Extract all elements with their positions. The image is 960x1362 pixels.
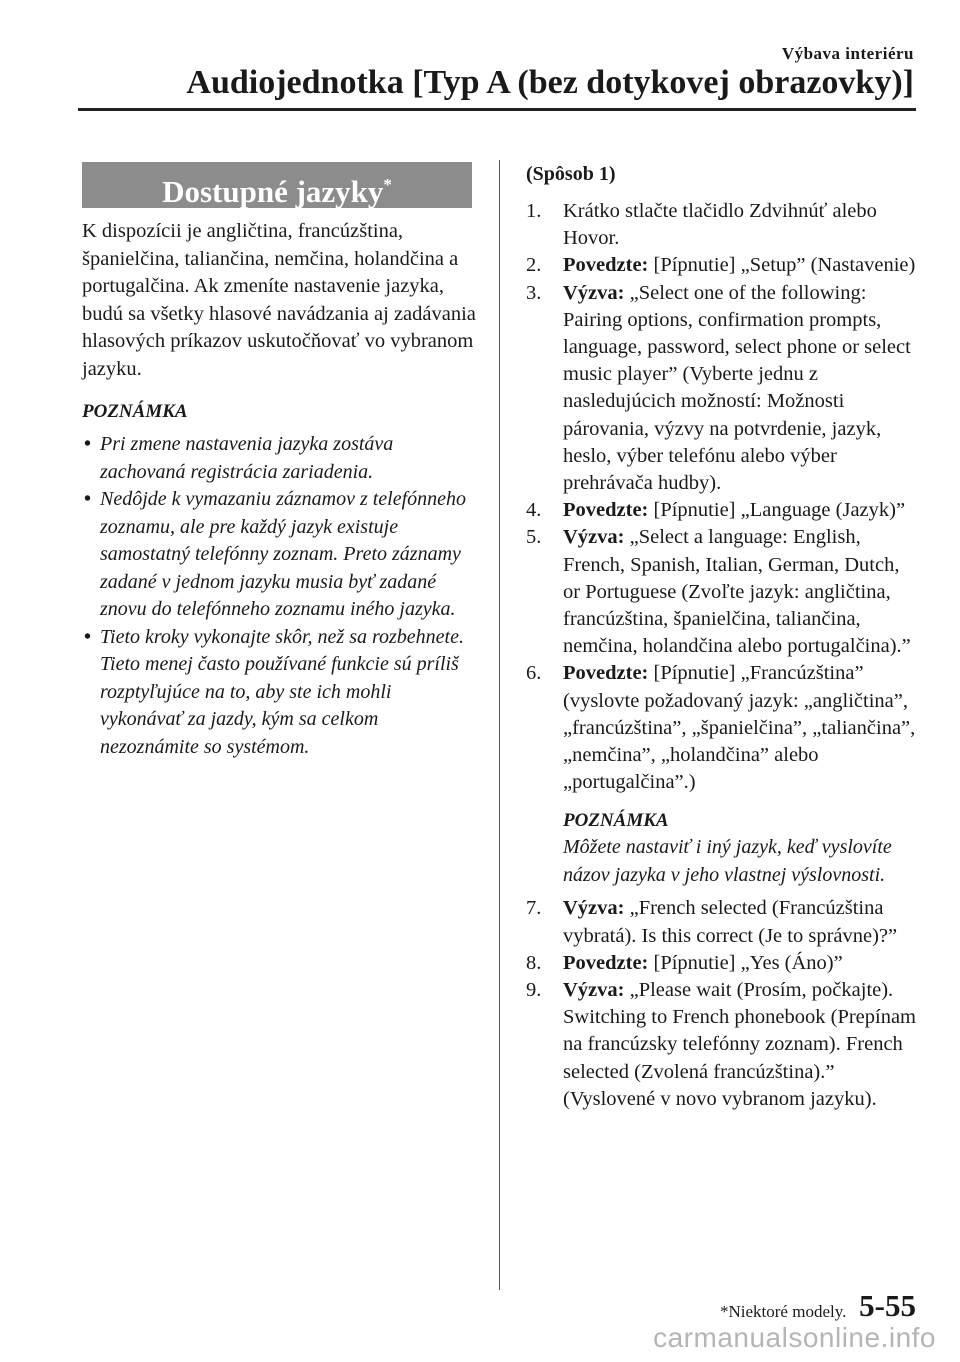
method-title: (Spôsob 1)	[526, 163, 616, 185]
inner-note-heading: POZNÁMKA	[563, 810, 669, 832]
intro-paragraph: K dispozícii je angličtina, francúzština, španielčina, taliančina, nemčina, holandčina a portugalčina. Ak zmeníte nastavenie jazyka, budú sa všetky hlasové navádzania aj zadávania hlasových príkazov uskutočňovať vo vybranom jazyku.	[82, 220, 476, 380]
step-number: 9.	[526, 979, 542, 1002]
note-item	[82, 624, 478, 762]
step-number: 6.	[526, 662, 542, 685]
inner-note	[526, 810, 918, 889]
step-text: [Pípnutie] „Language (Jazyk)”	[648, 499, 906, 522]
note-text: Tieto kroky vykonajte skôr, než sa rozbehnete. Tieto menej často používané funkcie sú príliš rozptyľujúce na to, aby ste ich mohli vykonávať za jazdy, kým sa celkom nezoznámite so systémom.	[100, 625, 464, 758]
step-number: 2.	[526, 254, 542, 277]
chapter-title: Audiojednotka [Typ A (bez dotykovej obrazovky)]	[186, 64, 914, 101]
note-item	[82, 431, 478, 486]
note-item	[82, 486, 478, 624]
step-number: 7.	[526, 897, 542, 920]
step-label: Výzva:	[563, 897, 625, 920]
note-list	[82, 431, 478, 761]
step-label: Povedzte:	[563, 662, 649, 685]
step-item	[526, 977, 918, 1113]
page-number: 5-55	[859, 1288, 916, 1323]
step-number: 4.	[526, 499, 542, 522]
step-number: 1.	[526, 200, 542, 222]
column-divider	[499, 160, 500, 1290]
step-text: [Pípnutie] „Yes (Áno)”	[648, 951, 843, 974]
step-text: [Pípnutie] „Setup” (Nastavenie)	[648, 254, 916, 277]
step-item	[526, 524, 918, 660]
step-label: Povedzte:	[563, 951, 649, 974]
step-text: „Select one of the following: Pairing options, confirmation prompts, language, password, select phone or select music player” (Vyberte jednu z nasledujúcich možností: Možnosti párovania, výzvy na potvrdenie, jazyk, heslo, výber telefónu alebo výber prehrávača hudby).	[563, 281, 911, 495]
step-number: 5.	[526, 526, 542, 549]
section-title: Dostupné jazyky	[162, 174, 384, 209]
step-label: Výzva:	[563, 281, 625, 304]
section-title-box	[82, 162, 472, 208]
step-number: 8.	[526, 951, 542, 974]
footnote: *Niektoré modely.	[720, 1302, 847, 1321]
bullet: •	[84, 488, 92, 510]
step-item	[526, 198, 918, 252]
step-label: Výzva:	[563, 979, 625, 1002]
step-item	[526, 280, 918, 498]
watermark: carmanualsonline.info	[653, 1322, 936, 1353]
steps-list-continued	[526, 895, 918, 1113]
step-item	[526, 895, 918, 949]
header-section-label: Výbava interiéru	[781, 44, 914, 63]
inner-note-text: Môžete nastaviť i iný jazyk, keď vyslovíte názov jazyka v jeho vlastnej výslovnosti.	[563, 836, 892, 886]
step-number: 3.	[526, 281, 542, 304]
step-label: Výzva:	[563, 526, 625, 549]
step-text: Krátko stlačte tlačidlo Zdvihnúť alebo Hovor.	[563, 200, 877, 250]
note-heading: POZNÁMKA	[82, 401, 188, 422]
section-title-marker: *	[383, 175, 392, 194]
steps-list	[526, 198, 918, 796]
step-text: „Please wait (Prosím, počkajte). Switching to French phonebook (Prepínam na francúzsky telefónny zoznam). French selected (Zvolená francúzština).” (Vyslovené v novo vybranom jazyku).	[563, 979, 917, 1110]
step-item	[526, 252, 918, 279]
step-item	[526, 950, 918, 977]
left-column	[82, 218, 478, 761]
right-column	[526, 160, 918, 1113]
header-rule	[78, 108, 916, 111]
step-item	[526, 497, 918, 524]
bullet: •	[84, 433, 92, 455]
step-text: [Pípnutie] „Francúzština” (vyslovte požadovaný jazyk: „angličtina”, „francúzština”, „španielčina”, „taliančina”, „nemčina”, „holandčina” alebo „portugalčina”.)	[563, 662, 916, 794]
step-label: Povedzte:	[563, 499, 649, 522]
note-text: Nedôjde k vymazaniu záznamov z telefónneho zoznamu, ale pre každý jazyk existuje samostatný telefónny zoznam. Preto záznamy zadané v jednom jazyku musia byť zadané znovu do telefónneho zoznamu iného jazyka.	[100, 488, 467, 620]
step-text: „Select a language: English, French, Spanish, Italian, German, Dutch, or Portuguese (Zvoľte jazyk: angličtina, francúzština, španielčina, taliančina, nemčina, holandčina alebo portugalčina).”	[563, 526, 911, 658]
bullet: •	[84, 625, 92, 648]
step-item	[526, 660, 918, 796]
note-text: Pri zmene nastavenia jazyka zostáva zachovaná registrácia zariadenia.	[100, 433, 394, 483]
step-label: Povedzte:	[563, 254, 649, 277]
step-text: „French selected (Francúzština vybratá). Is this correct (Je to správne)?”	[563, 897, 898, 947]
